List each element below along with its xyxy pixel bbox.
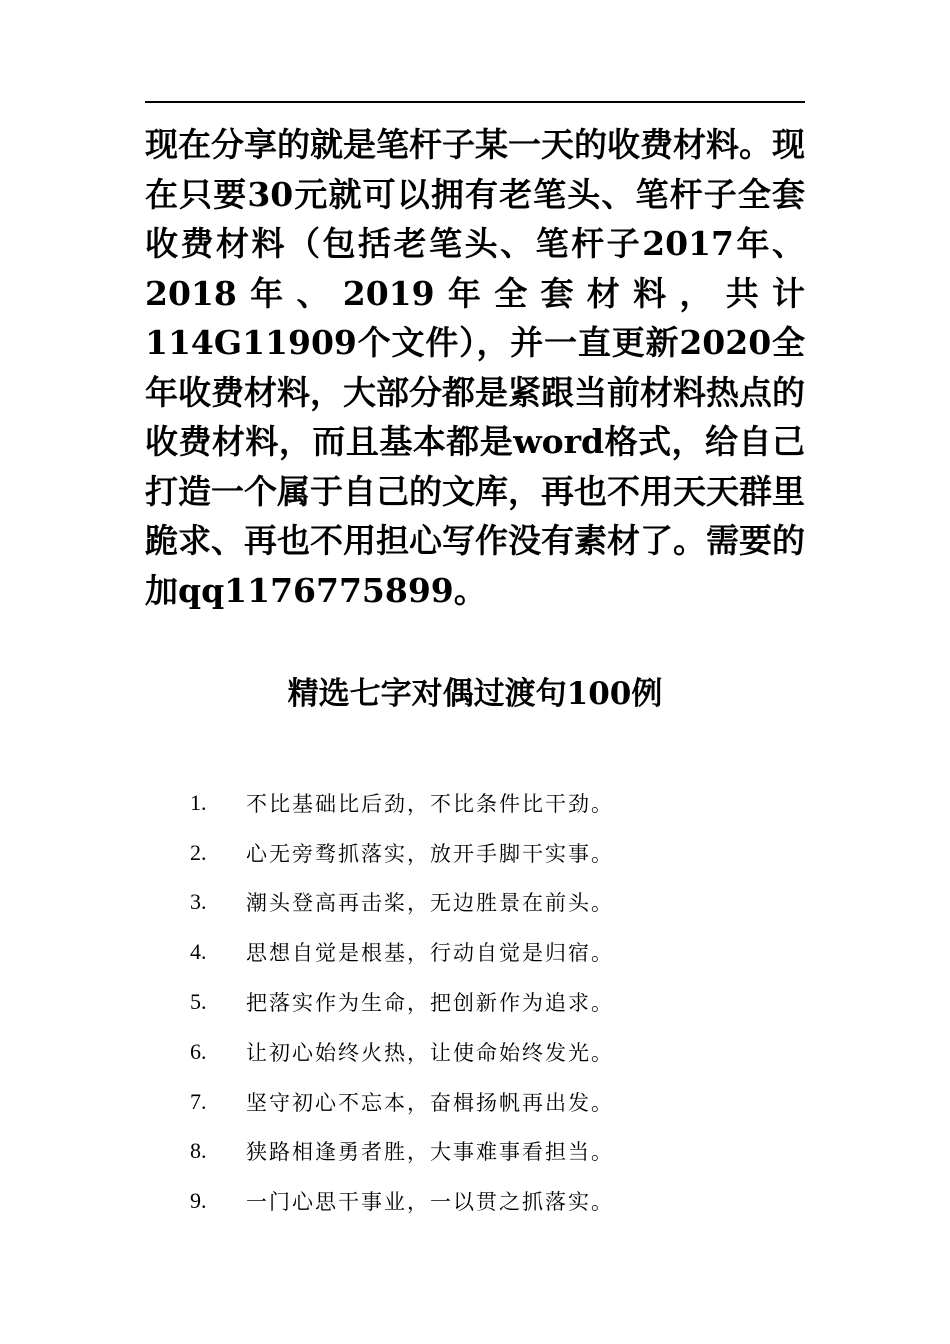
item-text: 狭路相逢勇者胜，大事难事看担当。	[246, 1140, 614, 1165]
intro-paragraph: 现在分享的就是笔杆子某一天的收费材料。现在只要30元就可以拥有老笔头、笔杆子全套收费材料（包括老笔头、笔杆子2017年、2018年、2019年全套材料，共计114G11909个文件），并一直更新2020全年收费材料，大部分都是紧跟当前材料热点的收费材料，而且基本都是word格式，给自己打造一个属于自己的文库，再也不用天天群里跪求、再也不用担心写作没有素材了。需要的加qq1176775899。	[145, 125, 805, 610]
item-number: 1.	[190, 789, 207, 815]
item-number: 8.	[190, 1138, 207, 1164]
item-number: 3.	[190, 889, 207, 915]
item-text: 心无旁骛抓落实，放开手脚干实事。	[246, 841, 614, 866]
item-number: 7.	[190, 1088, 207, 1114]
item-text: 让初心始终火热，让使命始终发光。	[246, 1040, 614, 1065]
list-item	[190, 977, 750, 1027]
item-number: 6.	[190, 1038, 207, 1064]
item-text: 潮头登高再击桨，无边胜景在前头。	[246, 891, 614, 916]
item-text: 一门心思干事业，一以贯之抓落实。	[246, 1190, 614, 1215]
list-item	[190, 1127, 750, 1177]
list-item	[190, 778, 750, 828]
list-item	[190, 1027, 750, 1077]
sentence-list	[190, 778, 750, 1226]
item-text: 思想自觉是根基，行动自觉是归宿。	[246, 941, 614, 966]
item-text: 把落实作为生命，把创新作为追求。	[246, 991, 614, 1016]
item-number: 4.	[190, 939, 207, 965]
item-number: 2.	[190, 839, 207, 865]
list-item	[190, 927, 750, 977]
list-item	[190, 1077, 750, 1127]
list-item	[190, 1176, 750, 1226]
document-title: 精选七字对偶过渡句100例	[287, 676, 663, 712]
list-item	[190, 878, 750, 928]
item-number: 5.	[190, 989, 207, 1015]
item-number: 9.	[190, 1188, 207, 1214]
list-item	[190, 828, 750, 878]
item-text: 坚守初心不忘本，奋楫扬帆再出发。	[246, 1090, 614, 1115]
header-rule	[145, 101, 805, 103]
item-text: 不比基础比后劲，不比条件比干劲。	[246, 791, 614, 816]
